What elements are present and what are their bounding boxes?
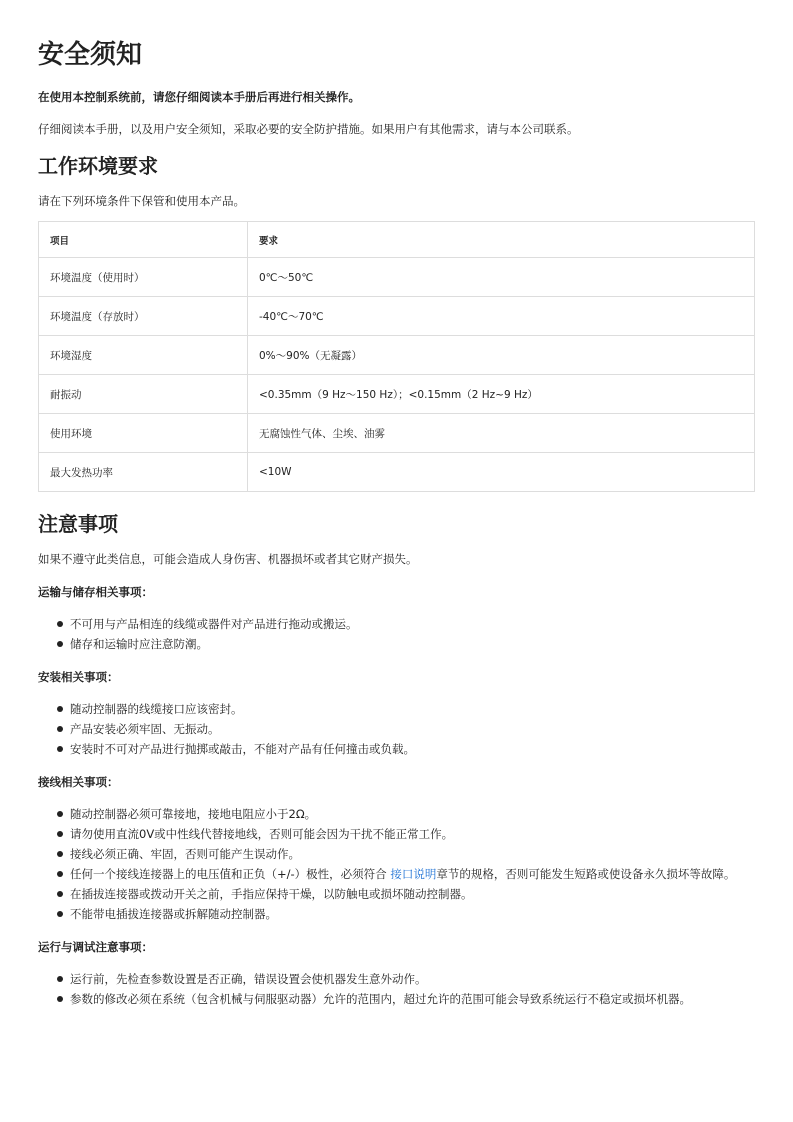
env-description: 请在下列环境条件下保管和使用本产品。 <box>38 194 245 208</box>
table-cell: 无腐蚀性气体、尘埃、油雾 <box>248 414 755 453</box>
document-content <box>38 38 755 1009</box>
intro-text: 仔细阅读本手册，以及用户安全须知，采取必要的安全防护措施。如果用户有其他需求，请与本公司联系。 <box>38 122 579 136</box>
list-item: 不可用与产品相连的线缆或器件对产品进行拖动或搬运。 <box>70 614 755 634</box>
table-cell: -40℃～70℃ <box>248 297 755 336</box>
table-row <box>39 336 755 375</box>
list-item: 安装时不可对产品进行抛掷或敲击，不能对产品有任何撞击或负载。 <box>70 739 755 759</box>
polarity-text-after: 章节的规格，否则可能发生短路或使设备永久损坏等故障。 <box>436 867 736 881</box>
list-item: 随动控制器必须可靠接地，接地电阻应小于2Ω。 <box>70 804 755 824</box>
table-row <box>39 453 755 492</box>
page-title: 安全须知 <box>38 40 143 70</box>
install-title: 安装相关事项： <box>38 670 119 684</box>
operation-title: 运行与调试注意事项： <box>38 940 153 954</box>
list-item: 在插拔连接器或拨动开关之前，手指应保持干燥，以防触电或损坏随动控制器。 <box>70 884 755 904</box>
env-table-header-requirement: 要求 <box>248 222 755 258</box>
table-cell: 环境温度（存放时） <box>39 297 248 336</box>
list-item: 请勿使用直流0V或中性线代替接地线，否则可能会因为干扰不能正常工作。 <box>70 824 755 844</box>
table-cell: 最大发热功率 <box>39 453 248 492</box>
table-row <box>39 297 755 336</box>
wiring-list <box>38 804 755 924</box>
notes-description: 如果不遵守此类信息，可能会造成人身伤害、机器损坏或者其它财产损失。 <box>38 552 418 566</box>
table-row <box>39 258 755 297</box>
list-item: 随动控制器的线缆接口应该密封。 <box>70 699 755 719</box>
transport-title: 运输与储存相关事项： <box>38 585 153 599</box>
table-row <box>39 375 755 414</box>
env-table <box>38 221 755 492</box>
table-row <box>39 414 755 453</box>
intro-bold-text: 在使用本控制系统前，请您仔细阅读本手册后再进行相关操作。 <box>38 90 360 104</box>
notes-heading: 注意事项 <box>38 512 118 536</box>
interface-doc-link[interactable]: 接口说明 <box>390 867 437 881</box>
table-cell: 0%～90%（无凝露） <box>248 336 755 375</box>
table-cell: 使用环境 <box>39 414 248 453</box>
list-item: 储存和运输时应注意防潮。 <box>70 634 755 654</box>
table-cell: 耐振动 <box>39 375 248 414</box>
table-cell: <0.35mm（9 Hz～150 Hz）；<0.15mm（2 Hz~9 Hz） <box>248 375 755 414</box>
transport-list <box>38 614 755 654</box>
list-item: 不能带电插拔连接器或拆解随动控制器。 <box>70 904 755 924</box>
table-cell: 0℃～50℃ <box>248 258 755 297</box>
list-item: 参数的修改必须在系统（包含机械与伺服驱动器）允许的范围内，超过允许的范围可能会导致系统运行不稳定或损坏机器。 <box>70 989 755 1009</box>
list-item: 产品安装必须牢固、无振动。 <box>70 719 755 739</box>
install-list <box>38 699 755 759</box>
wiring-title: 接线相关事项： <box>38 775 119 789</box>
table-cell: 环境温度（使用时） <box>39 258 248 297</box>
list-item: 运行前，先检查参数设置是否正确，错误设置会使机器发生意外动作。 <box>70 969 755 989</box>
operation-list <box>38 969 755 1009</box>
table-cell: 环境湿度 <box>39 336 248 375</box>
list-item: 接线必须正确、牢固，否则可能产生误动作。 <box>70 844 755 864</box>
env-table-header-row <box>39 222 755 258</box>
polarity-text-before: 任何一个接线连接器上的电压值和正负（+/-）极性，必须符合 <box>70 867 387 881</box>
list-item <box>70 864 755 884</box>
env-heading: 工作环境要求 <box>38 154 158 178</box>
table-cell: <10W <box>248 453 755 492</box>
env-table-header-item: 项目 <box>39 222 248 258</box>
